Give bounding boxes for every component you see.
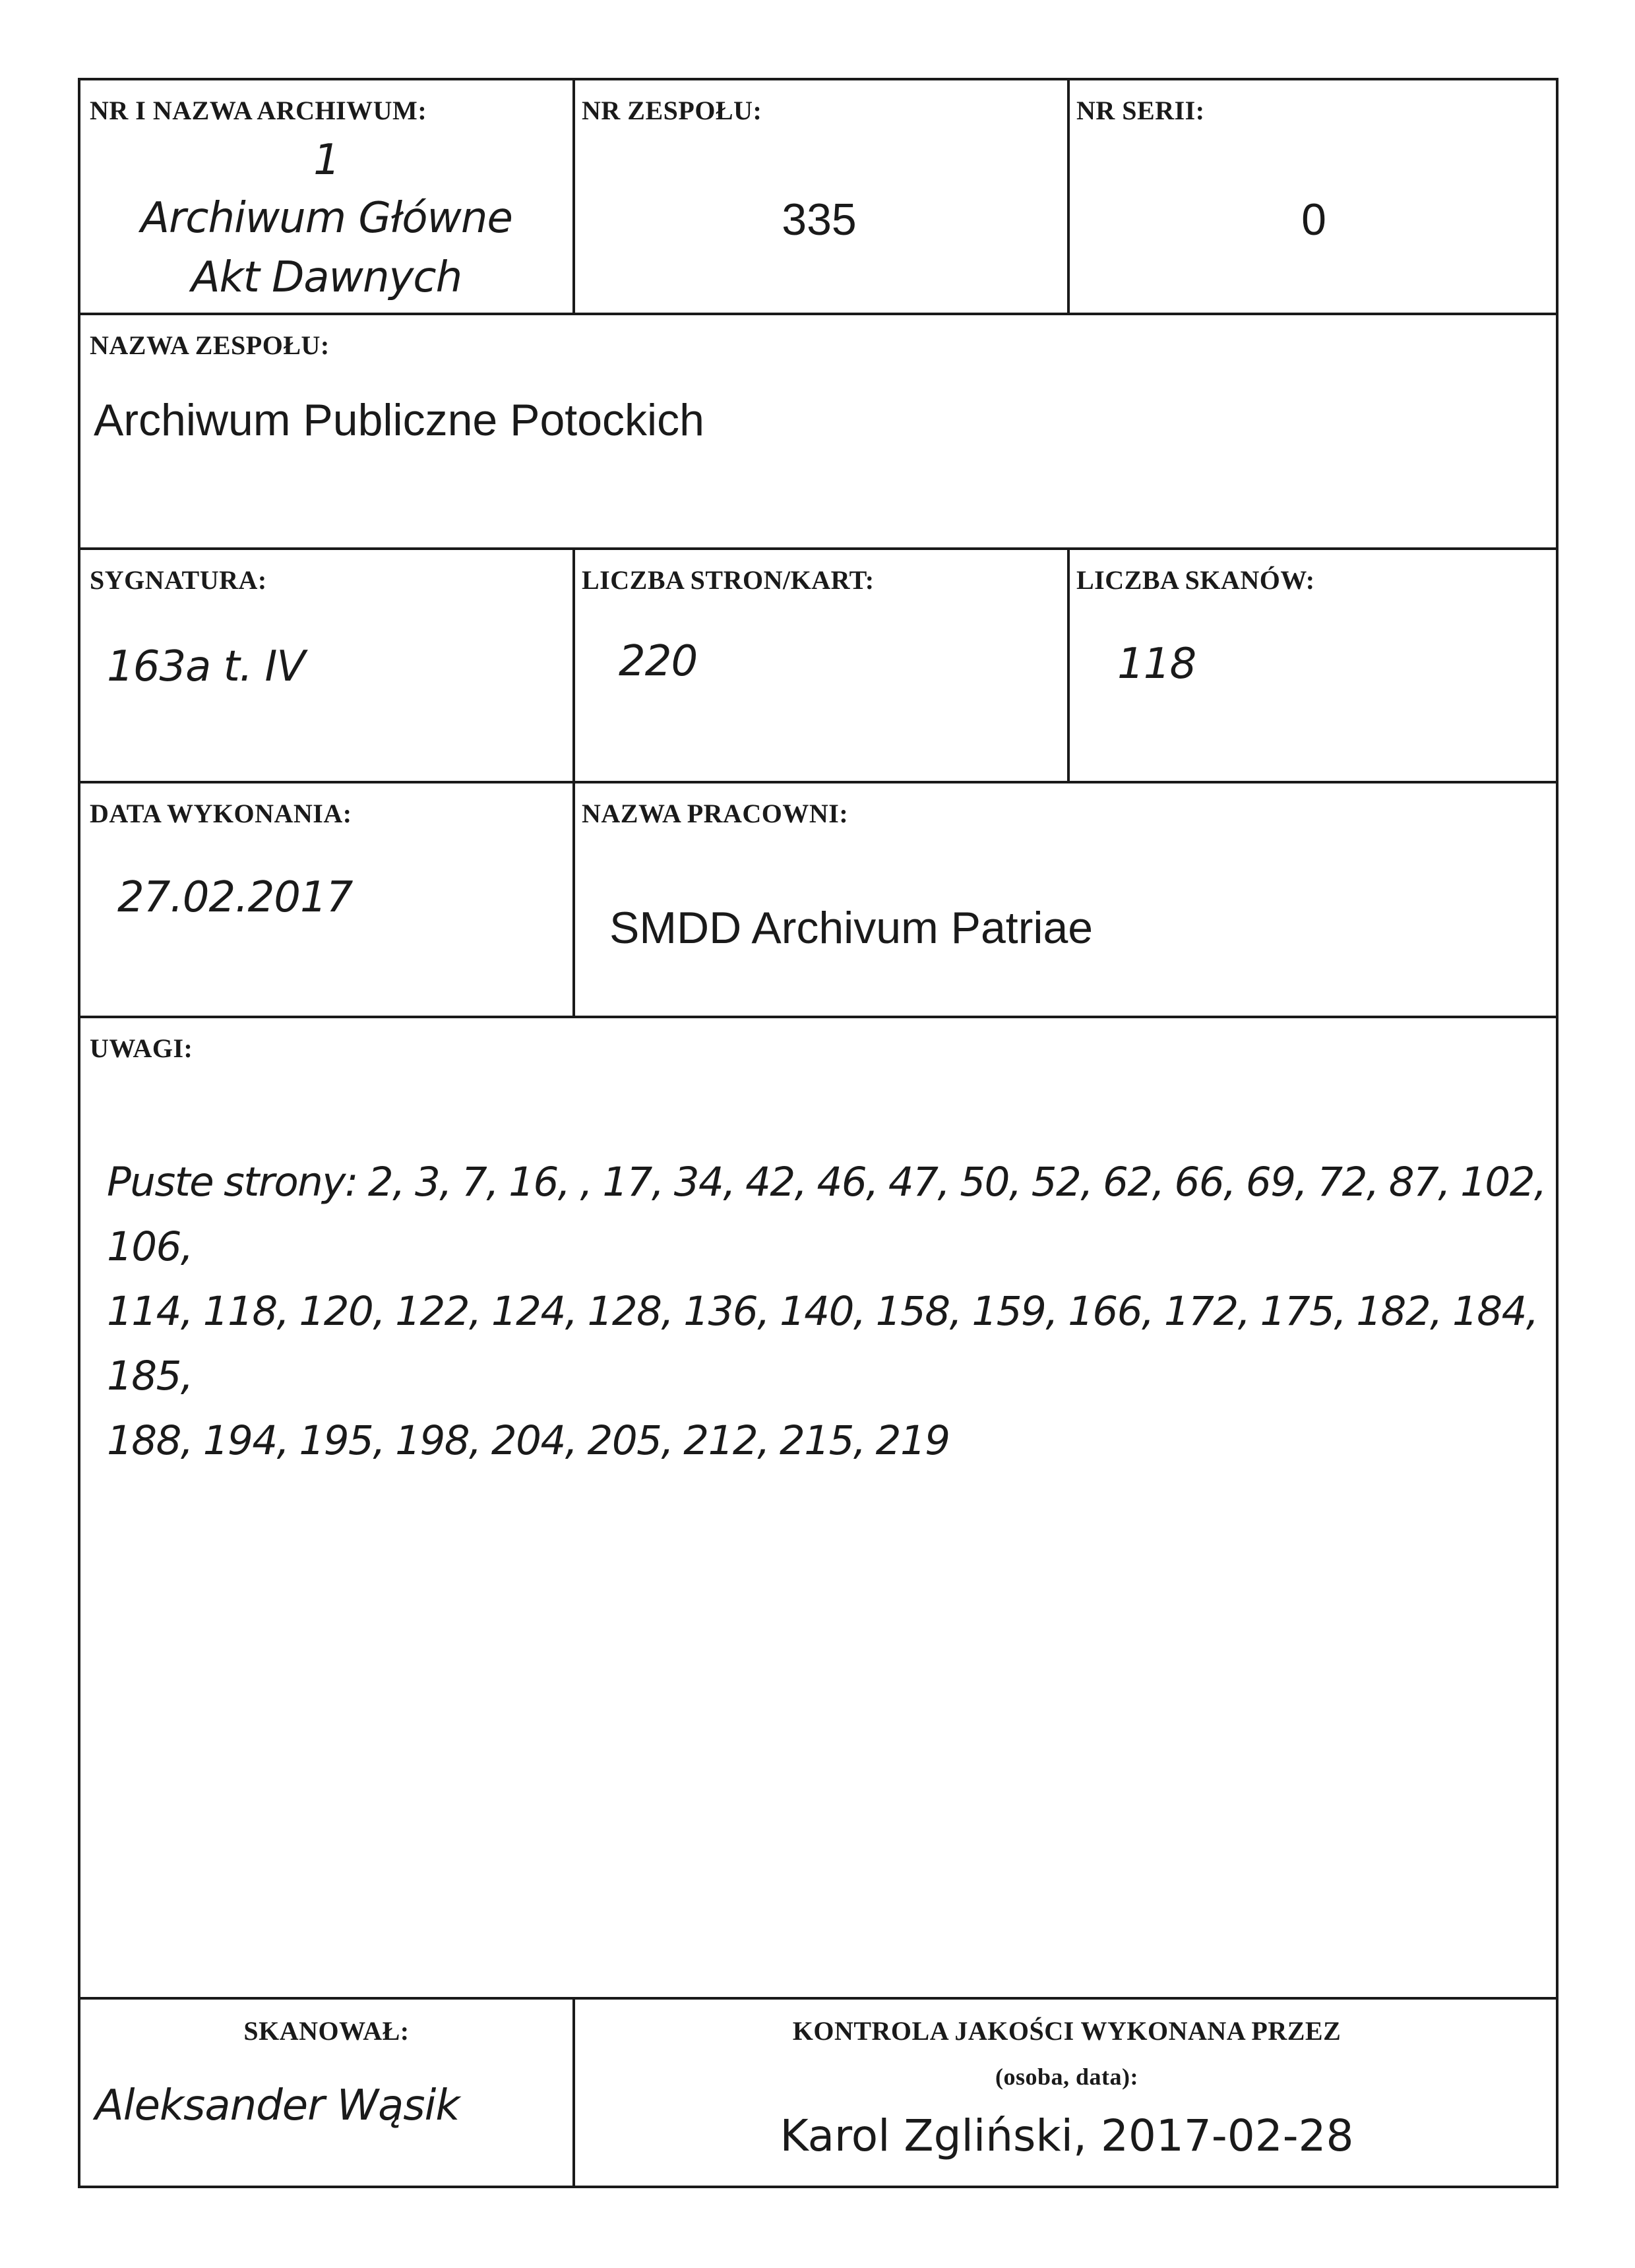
series-number-label: NR SERII: <box>1076 96 1205 125</box>
page-count-value: 220 <box>619 637 698 686</box>
workshop-value: SMDD Archivum Patriae <box>609 903 1094 953</box>
date-cell <box>80 783 572 1016</box>
workshop-cell <box>575 783 1558 1016</box>
fonds-name-label: NAZWA ZESPOŁU: <box>90 330 330 360</box>
archive-name-line2: Akt Dawnych <box>191 253 462 302</box>
date-value: 27.02.2017 <box>117 873 353 922</box>
archive-cell <box>80 80 572 313</box>
scan-count-label: LICZBA SKANÓW: <box>1076 565 1315 595</box>
series-number-value: 0 <box>1301 195 1326 245</box>
workshop-label: NAZWA PRACOWNI: <box>582 799 849 828</box>
notes-text <box>107 1150 1617 1473</box>
archive-label: NR I NAZWA ARCHIWUM: <box>90 96 427 125</box>
page-count-cell <box>575 550 1067 781</box>
notes-line: 188, 194, 195, 198, 204, 205, 212, 215, 219 <box>107 1417 950 1464</box>
quality-control-sublabel: (osoba, data): <box>995 2064 1138 2090</box>
scanned-by-value: Aleksander Wąsik <box>95 2081 460 2130</box>
series-number-cell <box>1070 80 1558 313</box>
signature-label: SYGNATURA: <box>90 565 267 595</box>
archive-metadata-form <box>78 78 1558 2188</box>
notes-line: 114, 118, 120, 122, 124, 128, 136, 140, 158, 159, 166, 172, 175, 182, 184, 185, <box>107 1288 1538 1399</box>
archive-name-line1: Archiwum Główne <box>140 194 512 243</box>
scan-count-cell <box>1070 550 1558 781</box>
fonds-name-cell <box>80 315 1558 547</box>
quality-control-value: Karol Zgliński, 2017-02-28 <box>780 2110 1354 2161</box>
notes-cell <box>80 1018 1558 1997</box>
fonds-number-label: NR ZESPOŁU: <box>582 96 762 125</box>
notes-label: UWAGI: <box>90 1033 193 1063</box>
quality-control-cell <box>575 2000 1558 2188</box>
scan-count-value: 118 <box>1117 640 1196 689</box>
scanned-by-cell <box>80 2000 572 2188</box>
fonds-name-value: Archiwum Publiczne Potockich <box>94 395 704 445</box>
archive-number: 1 <box>313 136 340 185</box>
fonds-number-value: 335 <box>782 195 857 245</box>
signature-value: 163a t. IV <box>107 642 305 691</box>
notes-line: Puste strony: 2, 3, 7, 16, , 17, 34, 42, 46, 47, 50, 52, 62, 66, 69, 72, 87, 102, 106, <box>107 1159 1546 1270</box>
date-label: DATA WYKONANIA: <box>90 799 352 828</box>
fonds-number-cell <box>575 80 1067 313</box>
page-count-label: LICZBA STRON/KART: <box>582 565 875 595</box>
quality-control-label: KONTROLA JAKOŚCI WYKONANA PRZEZ <box>792 2016 1342 2046</box>
signature-cell <box>80 550 572 781</box>
scanned-by-label: SKANOWAŁ: <box>243 2016 410 2046</box>
